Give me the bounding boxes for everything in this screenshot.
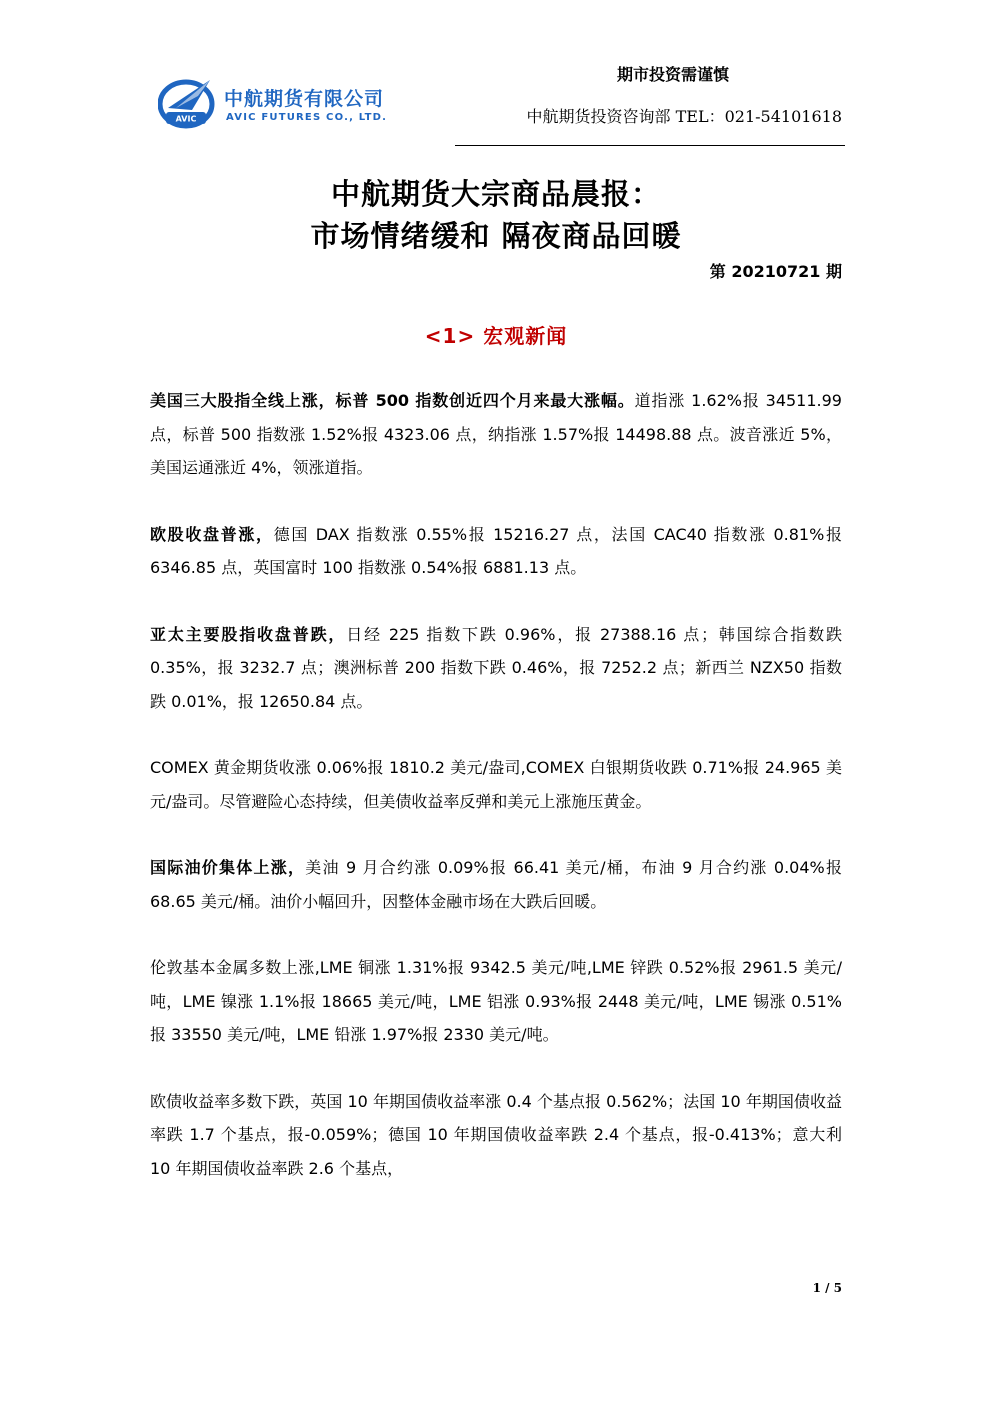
news-body: 伦敦基本金属多数上涨,LME 铜涨 1.31%报 9342.5 美元/吨,LME 锌跌 0.52%报 2961.5 美元/吨，LME 镍涨 1.1%报 18665 美元/吨，LME 铝涨 0.93%报 2448 美元/吨，LME 锡涨 0.51%报 33550 美元/吨，LME 铅涨 1.97%报 2330 美元/吨。 (150, 958, 842, 1044)
issue-number: 第 20210721 期 (709, 262, 842, 281)
news-paragraph (150, 851, 842, 918)
page-number: 1 / 5 (812, 1281, 842, 1295)
news-body: 日经 225 指数下跌 0.96%，报 27388.16 点；韩国综合指数跌 0.35%，报 3232.7 点；澳洲标普 200 指数下跌 0.46%，报 7252.2 点；新西兰 NZX50 指数跌 0.01%，报 12650.84 点。 (150, 624, 842, 711)
company-logo (158, 70, 418, 134)
avic-plane-logo-icon (158, 74, 218, 130)
risk-warning: 期市投资需谨慎 (616, 65, 729, 84)
news-lead: 美国三大股指全线上涨，标普 500 指数创近四个月来最大涨幅。 (150, 391, 635, 410)
news-body: 德国 DAX 指数涨 0.55%报 15216.27 点，法国 CAC40 指数涨 0.81%报 6346.85 点，英国富时 100 指数涨 0.54%报 6881.13 点。 (150, 524, 842, 577)
news-lead: 欧股收盘普涨， (150, 524, 274, 544)
contact-line: 中航期货投资咨询部 TEL：021-54101618 (526, 107, 842, 126)
section-heading: <1> 宏观新闻 (424, 324, 568, 348)
news-body: 欧债收益率多数下跌，英国 10 年期国债收益率涨 0.4 个基点报 0.562%；法国 10 年期国债收益率跌 1.7 个基点，报-0.059%；德国 10 年期国债收益率跌 2.4 个基点，报-0.413%；意大利 10 年期国债收益率跌 2.6 个基点， (150, 1091, 842, 1178)
news-body: 美油 9 月合约涨 0.09%报 66.41 美元/桶，布油 9 月合约涨 0.04%报 68.65 美元/桶。油价小幅回升，因整体金融市场在大跌后回暖。 (150, 858, 842, 911)
news-paragraph (150, 384, 842, 485)
news-paragraph (150, 518, 842, 585)
news-lead: 亚太主要股指收盘普跌， (150, 624, 347, 644)
news-content (150, 384, 842, 1218)
news-paragraph (150, 618, 842, 719)
news-paragraph (150, 951, 842, 1052)
header-divider (455, 145, 845, 146)
company-name-en: AVIC FUTURES CO., LTD. (226, 112, 388, 123)
news-body: COMEX 黄金期货收涨 0.06%报 1810.2 美元/盎司,COMEX 白银期货收跌 0.71%报 24.965 美元/盎司。尽管避险心态持续，但美债收益率反弹和美元上涨施压黄金。 (150, 758, 842, 811)
news-paragraph (150, 1085, 842, 1186)
report-title: 中航期货大宗商品晨报： (330, 177, 661, 211)
company-name-cn: 中航期货有限公司 (224, 88, 385, 110)
logo-mark-text: AVIC (175, 114, 197, 124)
report-subtitle: 市场情绪缓和 隔夜商品回暖 (310, 219, 682, 253)
news-paragraph (150, 751, 842, 818)
news-body: 道指涨 1.62%报 34511.99 点，标普 500 指数涨 1.52%报 4323.06 点，纳指涨 1.57%报 14498.88 点。波音涨近 5%，美国运通涨近 4%，领涨道指。 (150, 391, 842, 477)
news-lead: 国际油价集体上涨， (150, 858, 306, 877)
